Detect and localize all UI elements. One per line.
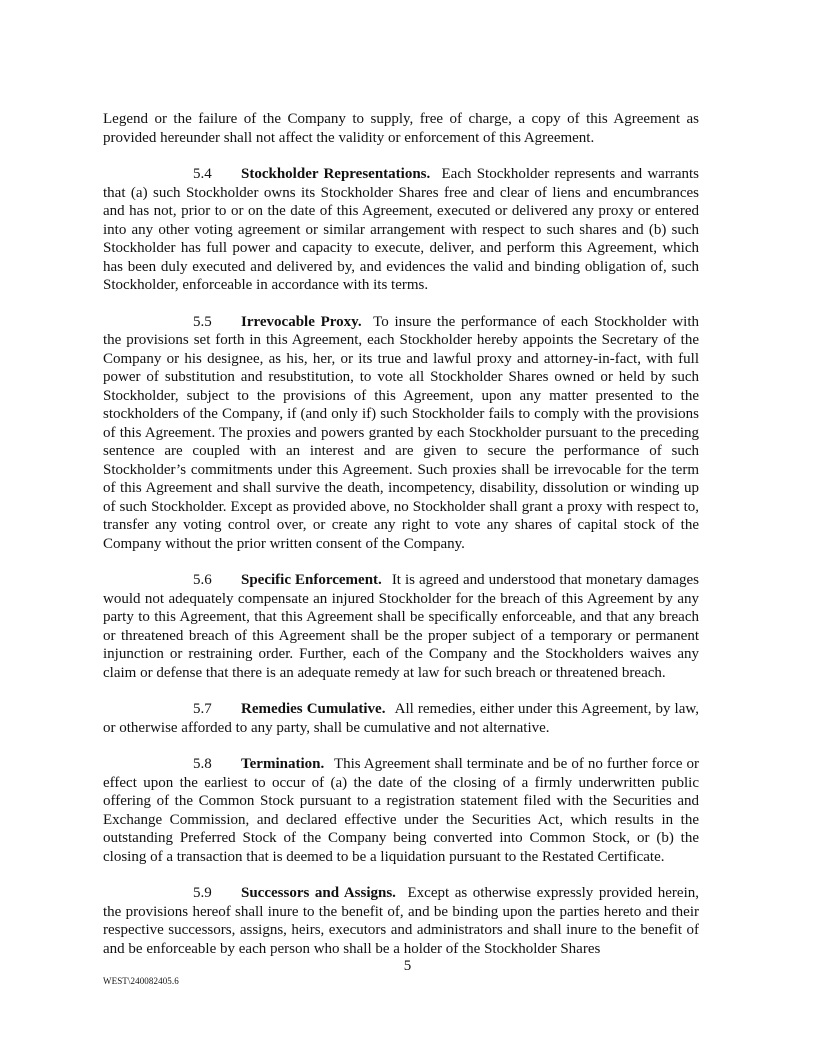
section-number: 5.6 <box>193 572 212 588</box>
section-text: Each Stockholder represents and warrants that (a) such Stockholder owns its Stockholder Shares free and clear of liens and encumbrances and has not, prior to or on the date of this Agreement, executed or delivered any proxy or entered into any other voting agreement or similar arrangement with respect to such shares and (b) such Stockholder has full power and capacity to execute, deliver, and perform this Agreement, which has been duly executed and delivered by, and evidences the valid and binding obligation of, such Stockholder, enforceable in accordance with its terms. <box>103 166 699 293</box>
section-5-6 <box>103 571 699 682</box>
section-text: All remedies, either under this Agreement, by law, or otherwise afforded to any party, shall be cumulative and not alternative. <box>103 701 699 736</box>
section-5-4 <box>103 165 699 295</box>
section-text: It is agreed and understood that monetary damages would not adequately compensate an injured Stockholder for the breach of this Agreement by any party to this Agreement, that this Agreement shall be specifically enforceable, and that any breach or threatened breach of this Agreement shall be the proper subject of a temporary or permanent injunction or restraining order. Further, each of the Company and the Stockholders waives any claim or defense that there is an adequate remedy at law for such breach or threatened breach. <box>103 572 699 681</box>
document-body <box>103 110 699 976</box>
section-number: 5.4 <box>193 166 212 182</box>
intro-paragraph: Legend or the failure of the Company to supply, free of charge, a copy of this Agreement as provided hereunder shall not affect the validity or enforcement of this Agreement. <box>103 111 699 146</box>
section-heading: Irrevocable Proxy. <box>241 313 362 330</box>
section-heading: Stockholder Representations. <box>241 166 431 182</box>
section-number: 5.8 <box>193 756 212 772</box>
section-number: 5.7 <box>193 701 212 717</box>
page-number: 5 <box>403 958 412 974</box>
section-5-9 <box>103 884 699 958</box>
section-heading: Termination. <box>241 756 325 772</box>
section-heading: Successors and Assigns. <box>241 885 396 901</box>
document-id: WEST\240082405.6 <box>103 976 179 986</box>
section-5-7 <box>103 700 699 737</box>
section-text: This Agreement shall terminate and be of no further force or effect upon the earliest to occur of (a) the date of the closing of a firmly underwritten public offering of the Common Stock pursuant to a registration statement filed with the Securities and Exchange Commission, and declared effective under the Securities Act, which results in the outstanding Preferred Stock of the Company being converted into Common Stock, or (b) the closing of a transaction that is deemed to be a liquidation pursuant to the Restated Certificate. <box>103 756 699 865</box>
section-number: 5.9 <box>193 885 212 901</box>
section-5-5 <box>103 313 699 554</box>
section-5-8 <box>103 755 699 866</box>
section-text: Except as otherwise expressly provided herein, the provisions hereof shall inure to the benefit of, and be binding upon the parties hereto and their respective successors, assigns, heirs, executors and administrators and shall inure to the benefit of and be enforceable by each person who shall be a holder of the Stockholder Shares <box>103 885 699 957</box>
section-heading: Remedies Cumulative. <box>241 701 386 717</box>
section-number: 5.5 <box>193 313 212 330</box>
section-heading: Specific Enforcement. <box>241 572 382 588</box>
section-text: To insure the performance of each Stockholder with the provisions set forth in this Agreement, each Stockholder hereby appoints the Secretary of the Company or his designee, as his, her, or its true and lawful proxy and attorney-in-fact, with full power of substitution and resubstitution, to vote all Stockholder Shares owned or held by such Stockholder, subject to the provisions of this Agreement, upon any matter presented to the stockholders of the Company, if (and only if) such Stockholder fails to comply with the provisions of this Agreement. The proxies and powers granted by each Stockholder pursuant to the preceding sentence are coupled with an interest and are given to secure the performance of such Stockholder’s commitments under this Agreement. Such proxies shall be irrevocable for the term of this Agreement and shall survive the death, incompetency, disability, dissolution or winding up of such Stockholder. Except as provided above, no Stockholder shall grant a proxy with respect to, transfer any voting control over, or create any right to vote any shares of capital stock of the Company without the prior written consent of the Company. <box>103 313 699 552</box>
